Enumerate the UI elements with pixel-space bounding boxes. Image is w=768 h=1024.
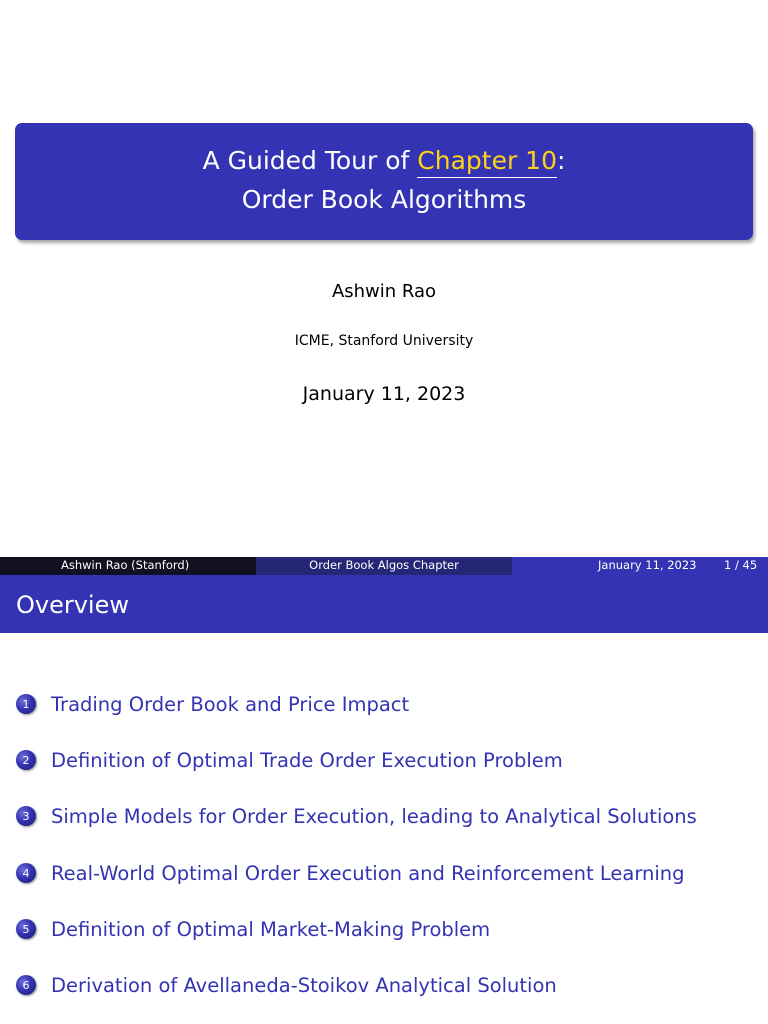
- title-suffix: :: [557, 146, 566, 175]
- section-number-ball: 4: [16, 863, 36, 883]
- chapter-link[interactable]: Chapter 10: [417, 146, 557, 178]
- footer-date: January 11, 2023: [598, 558, 697, 572]
- footer-page-number: 1 / 45: [724, 558, 758, 572]
- toc-item[interactable]: [16, 914, 490, 944]
- footer-date-segment: [512, 557, 768, 575]
- presentation-date: January 11, 2023: [302, 383, 466, 405]
- section-number-ball: 1: [16, 694, 36, 714]
- section-number-ball: 6: [16, 975, 36, 995]
- title-prefix: A Guided Tour of: [202, 146, 418, 175]
- title-line-2: Order Book Algorithms: [241, 185, 527, 214]
- toc-item-label[interactable]: Real-World Optimal Order Execution and Reinforcement Learning: [51, 861, 685, 885]
- section-number-ball: 3: [16, 806, 36, 826]
- toc-item-label[interactable]: Definition of Optimal Trade Order Execution Problem: [51, 748, 563, 772]
- toc-item[interactable]: [16, 801, 697, 831]
- section-number-ball: 5: [16, 919, 36, 939]
- toc-item-label[interactable]: Simple Models for Order Execution, leading to Analytical Solutions: [51, 804, 697, 828]
- frame-title: Overview: [16, 591, 129, 619]
- toc-item[interactable]: [16, 689, 409, 719]
- footer-short-title: Order Book Algos Chapter: [309, 558, 459, 572]
- toc-item-label[interactable]: Trading Order Book and Price Impact: [51, 692, 410, 716]
- footer-title-segment: [256, 557, 512, 575]
- toc-item-label[interactable]: Definition of Optimal Market-Making Problem: [51, 917, 491, 941]
- slide-footer: [0, 557, 768, 575]
- institute: ICME, Stanford University: [294, 333, 474, 349]
- footer-author: Ashwin Rao (Stanford): [61, 558, 190, 572]
- frame-title-bar: [0, 575, 768, 633]
- toc-item[interactable]: [16, 745, 563, 775]
- toc-item[interactable]: [16, 858, 685, 888]
- toc-item-label[interactable]: Derivation of Avellaneda-Stoikov Analytical Solution: [51, 973, 557, 997]
- toc-item[interactable]: [16, 970, 557, 1000]
- section-number-ball: 2: [16, 750, 36, 770]
- title-block: [15, 123, 753, 240]
- author-name: Ashwin Rao: [331, 281, 437, 302]
- title-line-1: [15, 146, 753, 176]
- footer-author-segment: [0, 557, 256, 575]
